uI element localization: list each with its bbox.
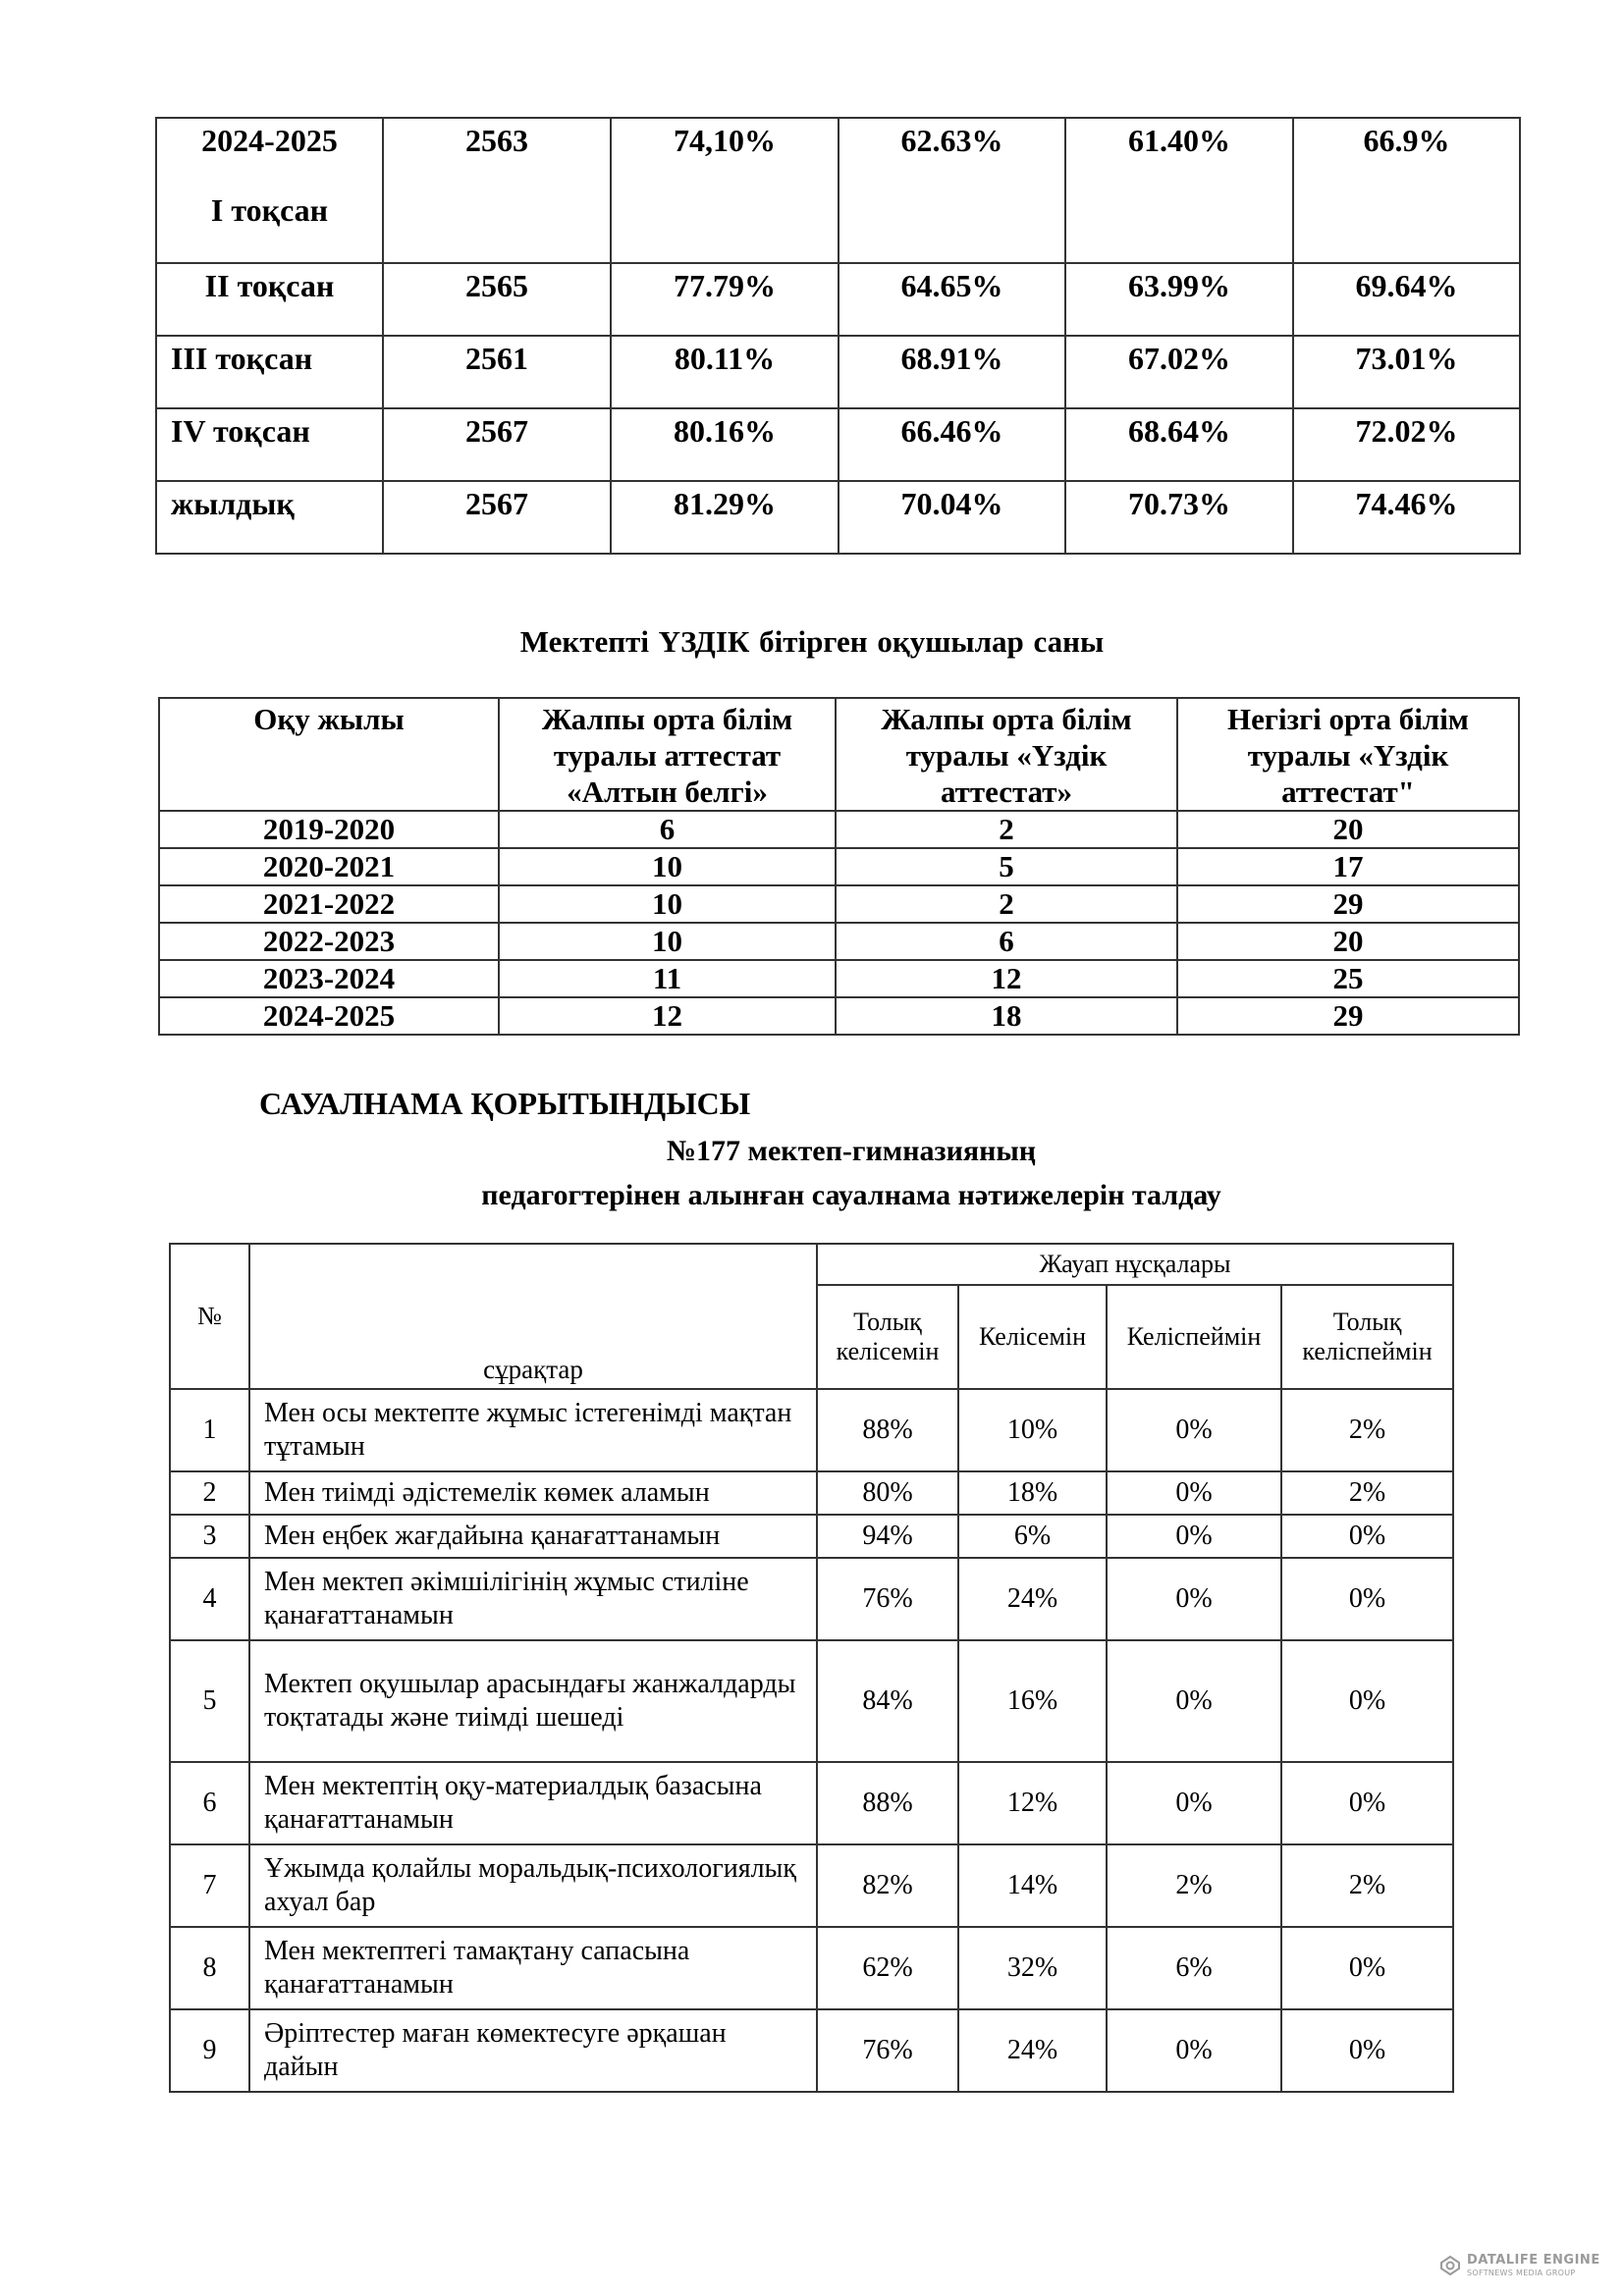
survey-option-agree: Келісемін xyxy=(958,1285,1107,1389)
survey-value: 94% xyxy=(817,1515,958,1558)
quarter-label xyxy=(156,481,383,554)
quarter-cell-v2: 64.65% xyxy=(839,263,1065,336)
survey-option-fully-disagree: Толық келіспеймін xyxy=(1281,1285,1453,1389)
honors-cell-gold: 10 xyxy=(499,848,836,885)
survey-row xyxy=(170,1515,1453,1558)
survey-value: 2% xyxy=(1107,1844,1281,1927)
survey-row xyxy=(170,2009,1453,2092)
quarter-cell-v3: 61.40% xyxy=(1065,118,1293,263)
survey-row-number: 6 xyxy=(170,1762,249,1844)
quarter-label xyxy=(156,118,383,263)
honors-cell-excellent: 2 xyxy=(836,811,1177,848)
survey-row xyxy=(170,1471,1453,1515)
honors-cell-gold: 10 xyxy=(499,885,836,923)
watermark-name: DATALIFE ENGINE xyxy=(1467,2253,1600,2268)
quarter-row xyxy=(156,118,1520,263)
honors-cell-gold: 12 xyxy=(499,997,836,1035)
survey-value: 10% xyxy=(958,1389,1107,1471)
survey-value: 2% xyxy=(1281,1844,1453,1927)
survey-question: Ұжымда қолайлы моральдық-психологиялық ахуал бар xyxy=(249,1844,817,1927)
survey-value: 32% xyxy=(958,1927,1107,2009)
survey-value: 18% xyxy=(958,1471,1107,1515)
quarter-cell-v1: 80.11% xyxy=(611,336,839,408)
quarter-label-text: II тоқсан xyxy=(204,268,335,303)
survey-value: 0% xyxy=(1107,1389,1281,1471)
quarter-cell-v4: 74.46% xyxy=(1293,481,1520,554)
survey-header-number: № xyxy=(170,1244,249,1389)
survey-option-disagree: Келіспеймін xyxy=(1107,1285,1281,1389)
survey-heading: САУАЛНАМА ҚОРЫТЫНДЫСЫ xyxy=(259,1086,751,1121)
quarter-cell-count: 2567 xyxy=(383,481,611,554)
survey-value: 0% xyxy=(1281,2009,1453,2092)
survey-value: 82% xyxy=(817,1844,958,1927)
survey-row xyxy=(170,1640,1453,1762)
honors-header-year: Оқу жылы xyxy=(159,698,499,811)
honors-row xyxy=(159,811,1519,848)
quarter-cell-v2: 70.04% xyxy=(839,481,1065,554)
survey-row xyxy=(170,1762,1453,1844)
quarter-cell-v1: 81.29% xyxy=(611,481,839,554)
survey-row-number: 4 xyxy=(170,1558,249,1640)
quarter-row xyxy=(156,336,1520,408)
survey-question: Әріптестер маған көмектесуге әрқашан дайын xyxy=(249,2009,817,2092)
survey-value: 0% xyxy=(1107,1640,1281,1762)
quarter-cell-v2: 66.46% xyxy=(839,408,1065,481)
survey-row-number: 9 xyxy=(170,2009,249,2092)
survey-question: Мен мектептегі тамақтану сапасына қанағаттанамын xyxy=(249,1927,817,2009)
watermark-tagline: SOFTNEWS MEDIA GROUP xyxy=(1467,2269,1576,2277)
quarter-cell-v3: 63.99% xyxy=(1065,263,1293,336)
survey-value: 12% xyxy=(958,1762,1107,1844)
honors-header-basic: Негізгі орта білім туралы «Үздік аттестат" xyxy=(1177,698,1519,811)
quarter-sublabel: I тоқсан xyxy=(210,192,329,228)
quarter-cell-count: 2567 xyxy=(383,408,611,481)
quarter-cell-v2: 68.91% xyxy=(839,336,1065,408)
quarter-cell-v4: 69.64% xyxy=(1293,263,1520,336)
quarter-label-text: IV тоқсан xyxy=(171,413,310,449)
survey-value: 0% xyxy=(1281,1927,1453,2009)
quarter-row xyxy=(156,263,1520,336)
survey-value: 0% xyxy=(1281,1640,1453,1762)
honors-header-row xyxy=(159,698,1519,811)
survey-value: 24% xyxy=(958,2009,1107,2092)
honors-title: Мектепті ҮЗДІК бітірген оқушылар саны xyxy=(519,624,1105,659)
honors-cell-year: 2021-2022 xyxy=(159,885,499,923)
survey-row-number: 7 xyxy=(170,1844,249,1927)
quarter-label xyxy=(156,336,383,408)
honors-cell-basic: 25 xyxy=(1177,960,1519,997)
honors-cell-basic: 17 xyxy=(1177,848,1519,885)
survey-question: Мен мектеп әкімшілігінің жұмыс стиліне қанағаттанамын xyxy=(249,1558,817,1640)
quarter-cell-v3: 67.02% xyxy=(1065,336,1293,408)
honors-cell-basic: 20 xyxy=(1177,811,1519,848)
honors-cell-excellent: 2 xyxy=(836,885,1177,923)
quarter-cell-v2: 62.63% xyxy=(839,118,1065,263)
survey-value: 0% xyxy=(1281,1515,1453,1558)
honors-row xyxy=(159,960,1519,997)
quarter-cell-v4: 72.02% xyxy=(1293,408,1520,481)
quarter-row xyxy=(156,408,1520,481)
survey-value: 0% xyxy=(1107,1515,1281,1558)
survey-subtitle-line2: педагогтерінен алынған сауалнама нәтижелерін талдау xyxy=(481,1179,1221,1211)
honors-cell-basic: 29 xyxy=(1177,997,1519,1035)
honors-cell-excellent: 5 xyxy=(836,848,1177,885)
survey-value: 2% xyxy=(1281,1389,1453,1471)
survey-value: 0% xyxy=(1281,1558,1453,1640)
honors-header-excellent: Жалпы орта білім туралы «Үздік аттестат» xyxy=(836,698,1177,811)
honors-cell-year: 2022-2023 xyxy=(159,923,499,960)
quarter-label-text: III тоқсан xyxy=(171,341,313,376)
survey-row xyxy=(170,1389,1453,1471)
honors-cell-gold: 10 xyxy=(499,923,836,960)
survey-row-number: 2 xyxy=(170,1471,249,1515)
survey-value: 0% xyxy=(1107,1471,1281,1515)
honors-cell-year: 2020-2021 xyxy=(159,848,499,885)
survey-question: Мектеп оқушылар арасындағы жанжалдарды тоқтатады және тиімді шешеді xyxy=(249,1640,817,1762)
survey-value: 14% xyxy=(958,1844,1107,1927)
honors-row xyxy=(159,848,1519,885)
survey-value: 0% xyxy=(1281,1762,1453,1844)
survey-value: 88% xyxy=(817,1389,958,1471)
quarter-cell-count: 2565 xyxy=(383,263,611,336)
survey-question: Мен мектептің оқу-материалдық базасына қанағаттанамын xyxy=(249,1762,817,1844)
survey-subtitle-line1: №177 мектеп-гимназияның xyxy=(666,1135,1037,1167)
quarter-cell-v4: 66.9% xyxy=(1293,118,1520,263)
honors-row xyxy=(159,923,1519,960)
honors-cell-year: 2024-2025 xyxy=(159,997,499,1035)
honors-row xyxy=(159,885,1519,923)
honors-cell-excellent: 18 xyxy=(836,997,1177,1035)
survey-row-number: 5 xyxy=(170,1640,249,1762)
quarter-cell-count: 2561 xyxy=(383,336,611,408)
survey-row xyxy=(170,1558,1453,1640)
survey-question: Мен осы мектепте жұмыс істегенімді мақтан тұтамын xyxy=(249,1389,817,1471)
honors-cell-year: 2023-2024 xyxy=(159,960,499,997)
survey-header-row xyxy=(170,1244,1453,1285)
survey-value: 84% xyxy=(817,1640,958,1762)
survey-value: 80% xyxy=(817,1471,958,1515)
survey-value: 0% xyxy=(1107,2009,1281,2092)
quarter-cell-v1: 80.16% xyxy=(611,408,839,481)
survey-value: 6% xyxy=(958,1515,1107,1558)
survey-value: 76% xyxy=(817,2009,958,2092)
honors-cell-basic: 29 xyxy=(1177,885,1519,923)
quarter-row xyxy=(156,481,1520,554)
survey-row xyxy=(170,1927,1453,2009)
survey-row-number: 3 xyxy=(170,1515,249,1558)
quarter-label-text: 2024-2025 xyxy=(201,123,338,158)
honors-row xyxy=(159,997,1519,1035)
survey-row xyxy=(170,1844,1453,1927)
quarter-results-table xyxy=(155,117,1521,555)
survey-question: Мен еңбек жағдайына қанағаттанамын xyxy=(249,1515,817,1558)
quarter-cell-v1: 74,10% xyxy=(611,118,839,263)
honors-cell-year: 2019-2020 xyxy=(159,811,499,848)
honors-header-gold: Жалпы орта білім туралы аттестат «Алтын белгі» xyxy=(499,698,836,811)
watermark xyxy=(1439,2253,1616,2282)
quarter-cell-v3: 70.73% xyxy=(1065,481,1293,554)
survey-value: 24% xyxy=(958,1558,1107,1640)
survey-row-number: 8 xyxy=(170,1927,249,2009)
survey-value: 0% xyxy=(1107,1558,1281,1640)
quarter-cell-v3: 68.64% xyxy=(1065,408,1293,481)
survey-header-answer-options: Жауап нұсқалары xyxy=(817,1244,1453,1285)
survey-value: 16% xyxy=(958,1640,1107,1762)
quarter-cell-count: 2563 xyxy=(383,118,611,263)
honors-cell-excellent: 6 xyxy=(836,923,1177,960)
quarter-label xyxy=(156,408,383,481)
honors-cell-basic: 20 xyxy=(1177,923,1519,960)
survey-value: 76% xyxy=(817,1558,958,1640)
honors-table xyxy=(158,697,1520,1036)
survey-table xyxy=(169,1243,1454,2093)
honors-cell-gold: 6 xyxy=(499,811,836,848)
quarter-label-text: жылдық xyxy=(171,486,295,521)
quarter-cell-v4: 73.01% xyxy=(1293,336,1520,408)
datalife-logo-icon xyxy=(1439,2255,1461,2276)
honors-cell-excellent: 12 xyxy=(836,960,1177,997)
survey-value: 6% xyxy=(1107,1927,1281,2009)
survey-row-number: 1 xyxy=(170,1389,249,1471)
survey-value: 2% xyxy=(1281,1471,1453,1515)
quarter-cell-v1: 77.79% xyxy=(611,263,839,336)
survey-question: Мен тиімді әдістемелік көмек аламын xyxy=(249,1471,817,1515)
honors-cell-gold: 11 xyxy=(499,960,836,997)
survey-header-questions: сұрақтар xyxy=(249,1244,817,1389)
survey-value: 62% xyxy=(817,1927,958,2009)
survey-value: 0% xyxy=(1107,1762,1281,1844)
survey-option-fully-agree: Толық келісемін xyxy=(817,1285,958,1389)
quarter-label xyxy=(156,263,383,336)
survey-value: 88% xyxy=(817,1762,958,1844)
